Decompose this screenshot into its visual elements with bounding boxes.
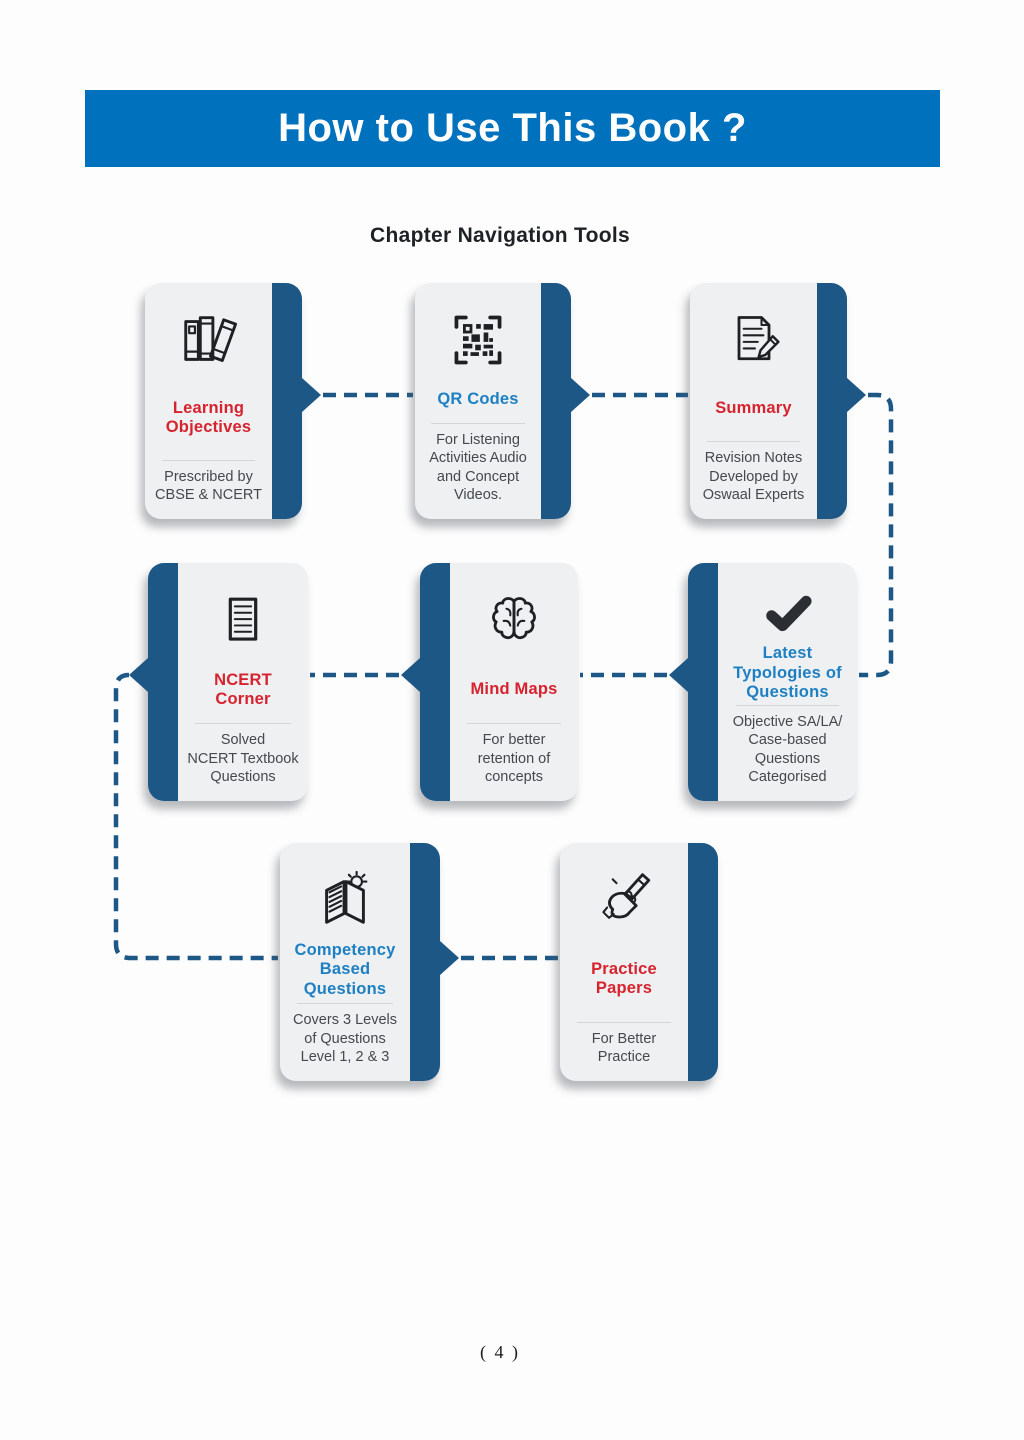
card-title: Learning Objectives [165, 398, 252, 437]
card-title: NCERT Corner [214, 670, 272, 709]
card-accent-bar [817, 283, 847, 519]
card-description: Revision Notes Developed by Oswaal Experts [702, 450, 805, 504]
card-description: For Better Practice [591, 1030, 657, 1066]
card-summary [690, 283, 847, 519]
card-description: Solved NCERT Textbook Questions [187, 732, 299, 786]
card-title: Competency Based Questions [294, 940, 396, 998]
arrow-right-icon [302, 378, 321, 412]
section-subtitle: Chapter Navigation Tools [370, 224, 630, 247]
card-qr-codes [415, 283, 571, 519]
brain-icon [484, 583, 544, 657]
card-title: QR Codes [437, 390, 519, 409]
card-accent-bar [541, 283, 571, 519]
card-description: For Listening Activities Audio and Concept Videos. [429, 431, 527, 504]
document-pencil-icon [724, 303, 784, 377]
card-description: For better retention of concepts [477, 732, 551, 786]
card-learning-objectives [145, 283, 302, 519]
card-accent-bar [688, 843, 718, 1081]
connector-summary-to-typologies [859, 395, 891, 675]
card-divider [297, 1003, 393, 1004]
card-description: Covers 3 Levels of Questions Level 1, 2 & 3 [293, 1012, 397, 1066]
card-practice-papers [560, 843, 718, 1081]
arrow-left-icon [401, 658, 420, 692]
card-description: Objective SA/LA/ Case-based Questions Categorised [732, 713, 843, 786]
card-accent-bar [148, 563, 178, 801]
pencil-hand-icon [594, 863, 654, 937]
card-title: Summary [715, 399, 792, 418]
card-divider [195, 723, 291, 724]
card-accent-bar [688, 563, 718, 801]
arrow-right-icon [440, 941, 459, 975]
card-title: Latest Typologies of Questions [733, 644, 842, 702]
qr-code-icon [448, 303, 508, 377]
card-divider [707, 441, 801, 442]
card-description: Prescribed by CBSE & NCERT [155, 468, 262, 504]
card-divider [736, 705, 839, 706]
books-icon [178, 303, 240, 377]
card-title: Practice Papers [591, 959, 657, 998]
card-divider [577, 1022, 672, 1023]
card-accent-bar [410, 843, 440, 1081]
card-latest-typologies [688, 563, 857, 801]
page-title: How to Use This Book ? [278, 106, 747, 150]
arrow-right-icon [847, 378, 866, 412]
arrow-left-icon [669, 658, 688, 692]
page-header [85, 90, 940, 167]
arrow-right-icon [571, 378, 590, 412]
card-title: Mind Maps [470, 680, 558, 699]
open-book-bulb-icon [314, 863, 376, 937]
document-lines-icon [214, 583, 272, 657]
checkmark-icon [759, 583, 817, 642]
card-divider [162, 460, 256, 461]
card-ncert-corner [148, 563, 308, 801]
page-number: ( 4 ) [480, 1342, 520, 1362]
arrow-left-icon [129, 658, 148, 692]
card-divider [431, 423, 524, 424]
card-accent-bar [420, 563, 450, 801]
card-mind-maps [420, 563, 578, 801]
card-competency-based [280, 843, 440, 1081]
card-accent-bar [272, 283, 302, 519]
card-divider [467, 723, 562, 724]
